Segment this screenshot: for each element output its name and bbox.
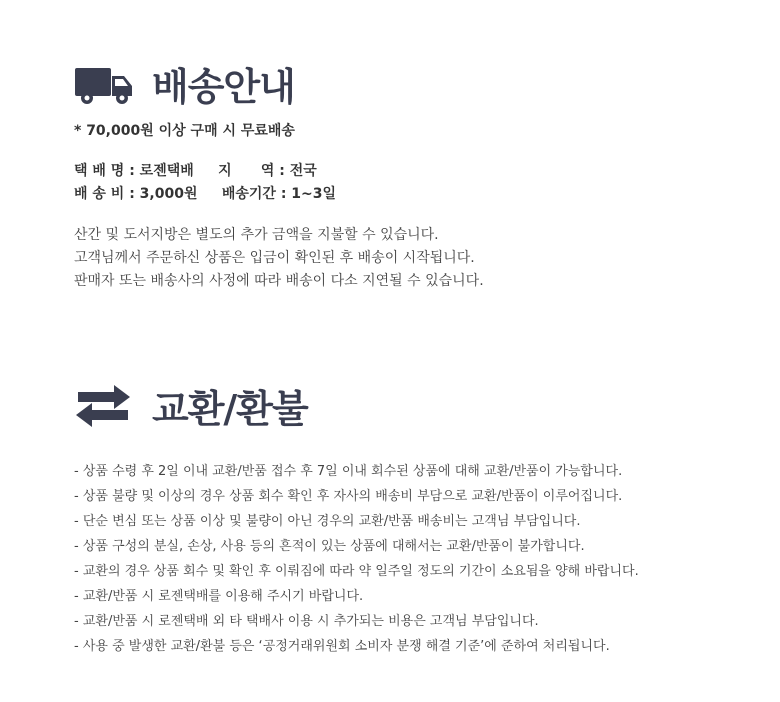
exchange-policy-list xyxy=(74,459,639,659)
shipping-title: 배송안내 xyxy=(152,65,295,109)
exchange-header xyxy=(74,378,308,433)
shipping-header xyxy=(74,56,295,111)
list-item: - 단순 변심 또는 상품 이상 및 불량이 아닌 경우의 교환/반품 배송비는 고객님 부담입니다. xyxy=(74,514,581,529)
shipping-notices xyxy=(74,224,484,293)
truck-icon xyxy=(74,60,134,108)
free-shipping-note: * 70,000원 이상 구매 시 무료배송 xyxy=(74,123,295,139)
list-item: - 사용 중 발생한 교환/환불 등은 ‘공정거래위원회 소비자 분쟁 해결 기준’에 준하여 처리됩니다. xyxy=(74,639,610,654)
list-item: - 교환/반품 시 로젠택배를 이용해 주시기 바랍니다. xyxy=(74,589,364,604)
fee-line: 배 송 비 : 3,000원 배송기간 : 1~3일 xyxy=(74,186,337,202)
shipping-info xyxy=(74,160,336,206)
list-item: - 교환/반품 시 로젠택배 외 타 택배사 이용 시 추가되는 비용은 고객님 부담입니다. xyxy=(74,614,539,629)
list-item: - 교환의 경우 상품 회수 및 확인 후 이뤄짐에 따라 약 일주일 정도의 기간이 소요됨을 양해 바랍니다. xyxy=(74,564,639,579)
list-item: - 상품 수령 후 2일 이내 교환/반품 접수 후 7일 이내 회수된 상품에 대해 교환/반품이 가능합니다. xyxy=(74,464,623,479)
shipping-notice: 고객님께서 주문하신 상품은 입금이 확인된 후 배송이 시작됩니다. xyxy=(74,250,475,266)
exchange-arrows-icon xyxy=(74,383,132,429)
list-item: - 상품 불량 및 이상의 경우 상품 회수 확인 후 자사의 배송비 부담으로 교환/반품이 이루어집니다. xyxy=(74,489,623,504)
list-item: - 상품 구성의 분실, 손상, 사용 등의 흔적이 있는 상품에 대해서는 교환/반품이 불가합니다. xyxy=(74,539,585,554)
exchange-title: 교환/환불 xyxy=(152,387,308,431)
courier-line: 택 배 명 : 로젠택배 지 역 : 전국 xyxy=(74,163,317,179)
shipping-notice: 판매자 또는 배송사의 사정에 따라 배송이 다소 지연될 수 있습니다. xyxy=(74,273,484,289)
shipping-notice: 산간 및 도서지방은 별도의 추가 금액을 지불할 수 있습니다. xyxy=(74,227,439,243)
